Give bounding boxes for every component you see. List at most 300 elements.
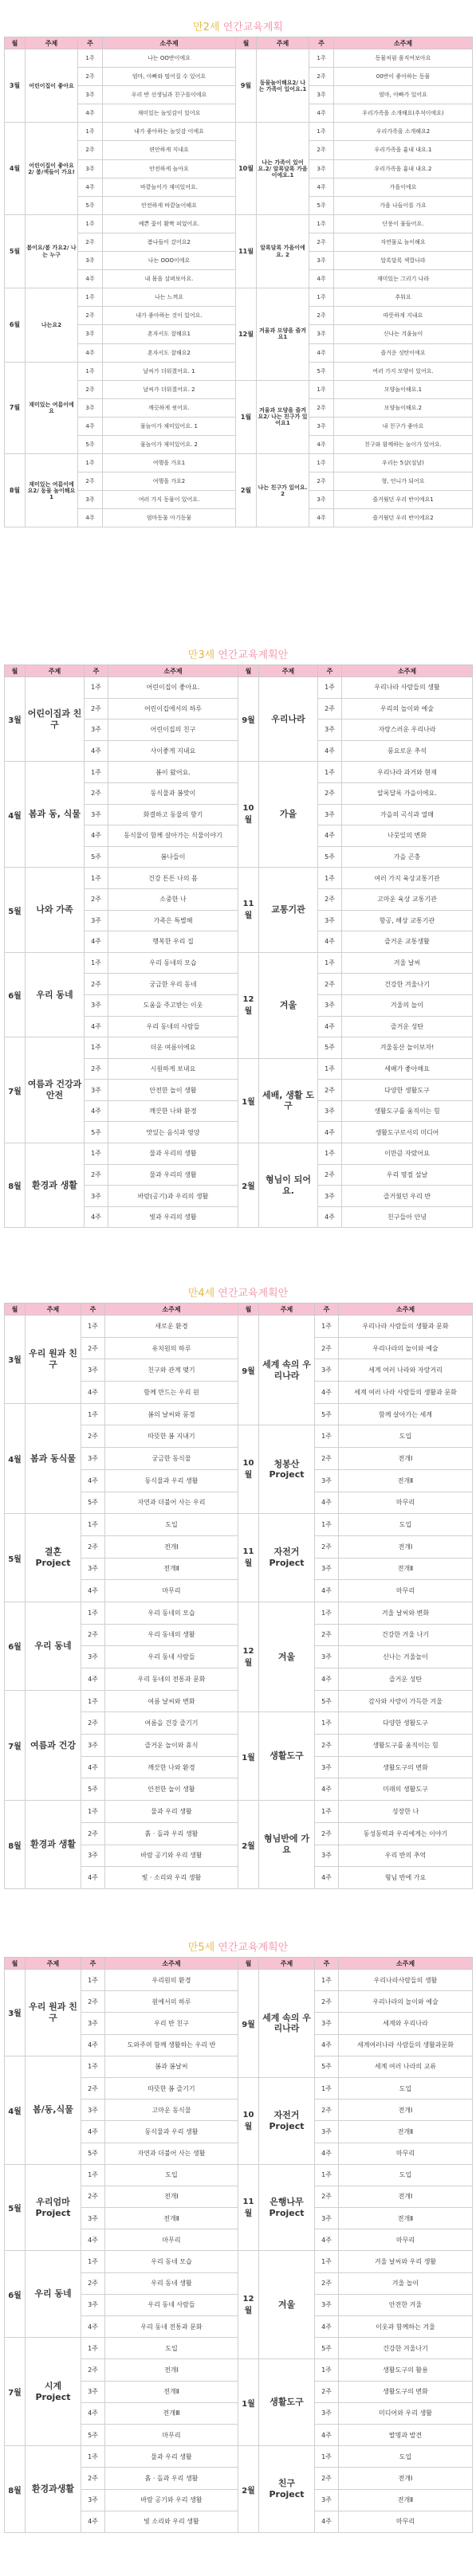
week-cell: 3주 [81,1845,105,1867]
subtheme-cell: 우리 명절 설날 [342,1164,473,1186]
week-cell: 2주 [81,1991,105,2013]
week-cell: 4주 [309,178,334,196]
subtheme-cell: 내 친구가 좋아요 [334,417,473,435]
month-cell: 6월 [5,1602,26,1690]
theme-cell: 봄/동,식물 [26,2056,81,2164]
week-cell: 2주 [81,2359,105,2381]
subtheme-cell: 항공, 해상 교통기관 [342,910,473,931]
week-cell: 4주 [318,1016,342,1037]
subtheme-cell: 즐거운 성탄이에요 [334,343,473,362]
theme-cell: 자전거 Project [259,1514,315,1602]
week-cell: 1주 [309,214,334,233]
subtheme-cell: 친구와 함께하는 놀이가 있어요. [334,435,473,453]
week-cell: 4주 [85,1206,108,1228]
column-header-week: 주 [85,665,108,677]
week-cell: 2주 [78,68,103,86]
subtheme-cell: 생활도구로서의 미디어 [342,1122,473,1143]
annual-plan-table [4,37,473,527]
week-cell: 3주 [318,719,342,741]
subtheme-cell: 바람 공기와 우리 생활 [105,1845,238,1867]
column-header-month: 월 [5,1304,26,1315]
month-cell: 9월 [238,1315,259,1425]
column-header-month: 월 [5,665,26,677]
week-cell: 2주 [309,233,334,251]
annual-plan-table [4,1303,473,1889]
week-cell: 5주 [315,2056,339,2077]
week-cell: 1주 [78,214,103,233]
subtheme-cell: 우리 동네 생활 [105,2272,238,2294]
column-header-week: 주 [315,1958,339,1970]
column-header-subtheme: 소주제 [105,1304,238,1315]
theme-cell: 어린이집이 좋아요 [26,49,78,123]
subtheme-cell: 안전한 놀이 생활 [108,1080,238,1101]
table-row [5,49,473,68]
week-cell: 3주 [318,994,342,1016]
week-cell: 4주 [309,270,334,288]
subtheme-cell: 자연물로 놀이해요 [334,233,473,251]
week-cell: 2주 [81,1712,105,1735]
week-cell: 4주 [318,740,342,762]
theme-cell: 우리 원과 친구 [26,1970,81,2056]
column-header-week: 주 [81,1304,105,1315]
week-cell: 5주 [81,1778,105,1801]
section-title: 만3세 연간교육계획안 [187,649,289,661]
subtheme-cell: 따뜻한 봄 지내기 [105,1425,238,1448]
subtheme-cell: 우리가족을 소개해요2 [334,123,473,141]
subtheme-cell: 가을의 곡식과 열매 [342,804,473,825]
week-cell: 1주 [81,2164,105,2186]
week-cell: 3주 [309,325,334,343]
week-cell: 3주 [318,804,342,825]
week-cell: 4주 [78,509,103,527]
column-header-theme: 주제 [26,37,78,49]
week-cell: 5주 [318,846,342,868]
subtheme-cell: 건강한 겨울나기 [339,2338,473,2359]
week-cell: 5주 [81,1492,105,1514]
theme-cell: 형님이 되어요. [259,1143,318,1228]
week-cell: 1주 [315,1970,339,1991]
header-row [5,665,473,677]
subtheme-cell: 다양한 생활도구 [339,1712,473,1735]
week-cell: 1주 [309,380,334,398]
subtheme-cell: 겨울 날씨와 변화 [339,1602,473,1624]
month-cell: 9월 [238,677,259,762]
subtheme-cell: 도입 [339,1514,473,1536]
subtheme-cell: 안전한 놀이 생활 [105,1778,238,1801]
week-cell: 2주 [315,1822,339,1845]
week-cell: 1주 [81,1602,105,1624]
subtheme-cell: 우리의 놀이와 예술 [342,698,473,719]
month-cell: 7월 [5,1690,26,1800]
week-cell: 1주 [81,1403,105,1425]
column-header-subtheme: 소주제 [339,1304,473,1315]
week-cell: 1주 [85,1037,108,1059]
subtheme-cell: 우리가족을 흉내 내요.2 [334,159,473,178]
subtheme-cell: 미디어와 우리 생활 [339,2402,473,2424]
week-cell: 4주 [78,104,103,123]
column-header-subtheme: 소주제 [108,665,238,677]
month-cell: 1월 [236,380,257,453]
subtheme-cell: 전개Ⅰ [339,1535,473,1558]
week-cell: 4주 [81,1867,105,1889]
month-cell: 4월 [5,123,26,214]
subtheme-cell: 우리 동네의 사람들 [108,1016,238,1037]
week-cell: 2주 [315,1991,339,2013]
week-cell: 2주 [78,380,103,398]
subtheme-cell: 물과 우리 생활 [105,2446,238,2468]
week-cell: 2주 [81,1822,105,1845]
subtheme-cell: 엄마, 아빠가 있어요 [334,86,473,104]
subtheme-cell: 도입 [105,2338,238,2359]
week-cell: 3주 [81,1558,105,1580]
week-cell: 3주 [78,325,103,343]
subtheme-cell: 전개Ⅱ [339,1469,473,1492]
week-cell: 3주 [78,398,103,417]
week-cell: 4주 [78,417,103,435]
column-header-week: 주 [318,665,342,677]
subtheme-cell: 동식물과 우리 생활 [105,2121,238,2143]
week-cell: 1주 [85,677,108,699]
theme-cell: 우리 원과 친구 [26,1315,81,1404]
subtheme-cell: 가족은 특별해 [108,910,238,931]
theme-cell: 시계 Project [26,2338,81,2446]
week-cell: 2주 [81,2468,105,2489]
week-cell: 2주 [78,307,103,325]
subtheme-cell: 사이좋게 지내요 [108,740,238,762]
week-cell: 1주 [85,1143,108,1165]
week-cell: 4주 [315,1580,339,1602]
subtheme-cell: 고마운 동식물 [105,2100,238,2121]
week-cell: 1주 [309,123,334,141]
month-cell: 3월 [5,1315,26,1404]
table-row [5,1143,473,1165]
subtheme-cell: 마무리 [339,1580,473,1602]
subtheme-cell: 전개Ⅰ [339,2468,473,2489]
week-cell: 1주 [315,1514,339,1536]
week-cell: 3주 [315,1646,339,1668]
column-header-theme: 주제 [259,1304,315,1315]
subtheme-cell: 전개Ⅰ [339,2186,473,2207]
subtheme-cell: 미래의 생활도구 [339,1778,473,1801]
table-row [5,1801,473,1823]
theme-cell: 어린이집이 좋아요2/ 봄/색들이 가요! [26,123,78,214]
month-cell: 11월 [238,868,259,952]
subtheme-cell: 어린이집에서의 하루 [108,698,238,719]
week-cell: 4주 [85,740,108,762]
week-cell: 2주 [81,2272,105,2294]
subtheme-cell: 생활도구의 변화 [339,1756,473,1778]
theme-cell: 재미있는 여름이에요2/ 동물 놀이해요1 [26,454,78,527]
week-cell: 3주 [315,2294,339,2315]
week-cell: 3주 [85,994,108,1016]
subtheme-cell: 우리 동네의 모습 [108,952,238,974]
column-header-month: 월 [5,37,26,49]
week-cell: 4주 [315,1492,339,1514]
week-cell: 2주 [85,782,108,804]
subtheme-cell: 모양놀이해요.2 [334,398,473,417]
subtheme-cell: 전개Ⅰ [339,2100,473,2121]
month-cell: 3월 [5,677,26,762]
subtheme-cell: 원에서의 하루 [105,1991,238,2013]
subtheme-cell: 마무리 [339,2511,473,2532]
subtheme-cell: 우리는 5살(설날) [334,454,473,472]
subtheme-cell: 혼자서도 잘해요2 [103,343,236,362]
week-cell: 4주 [315,2229,339,2251]
month-cell: 5월 [5,2164,26,2251]
subtheme-cell: 즐거운 성탄 [342,1016,473,1037]
month-cell: 4월 [5,762,26,868]
theme-cell: 겨울 [259,2251,315,2359]
week-cell: 4주 [78,178,103,196]
column-header-theme: 주제 [26,1958,81,1970]
week-cell: 3주 [85,804,108,825]
week-cell: 3주 [309,159,334,178]
subtheme-cell: 즐거웠던 우리 반이에요1 [334,491,473,509]
subtheme-cell: 맛있는 음식과 영양 [108,1122,238,1143]
week-cell: 2주 [315,1624,339,1646]
subtheme-cell: 감사와 사랑이 가득한 겨울 [339,1690,473,1712]
week-cell: 3주 [309,417,334,435]
subtheme-cell: 이웃과 함께하는 겨울 [339,2316,473,2338]
subtheme-cell: 이만큼 자랐어요 [342,1143,473,1165]
week-cell: 3주 [81,2381,105,2402]
subtheme-cell: 봄이 왔어요. [108,762,238,783]
week-cell: 2주 [318,1164,342,1186]
subtheme-cell: 엄마동물 아기동물 [103,509,236,527]
month-cell: 10월 [238,2077,259,2164]
theme-cell: 우리나라 [259,677,318,762]
week-cell: 2주 [309,398,334,417]
subtheme-cell: 여름을 건강 즐기기 [105,1712,238,1735]
week-cell: 1주 [81,2251,105,2272]
subtheme-cell: 전개Ⅰ [105,1535,238,1558]
subtheme-cell: 깨끗한 나와 환경 [105,1756,238,1778]
week-cell: 1주 [78,123,103,141]
subtheme-cell: 새로운 환경 [105,1315,238,1338]
subtheme-cell: 친구들아 안녕 [342,1206,473,1228]
subtheme-cell: 도입 [339,2164,473,2186]
week-cell: 1주 [315,1801,339,1823]
subtheme-cell: 형, 언니가 되어요 [334,472,473,491]
week-cell: 3주 [309,491,334,509]
week-cell: 2주 [309,141,334,159]
subtheme-cell: 세계 여러 나라의 교류 [339,2056,473,2077]
subtheme-cell: 동물처럼 움직여보아요 [334,49,473,68]
week-cell: 3주 [315,2013,339,2034]
subtheme-cell: 우리 동네 사람들 [105,1646,238,1668]
table-row [5,1315,473,1338]
week-cell: 1주 [318,677,342,699]
subtheme-cell: 화결하고 동물의 향기 [108,804,238,825]
week-cell: 2주 [315,1448,339,1470]
theme-cell: 나는 친구가 있어요. 2 [257,454,309,527]
week-cell: 4주 [315,1867,339,1889]
theme-cell: 환경과 생활 [26,1143,85,1228]
week-cell: 4주 [85,1100,108,1122]
week-cell: 2주 [81,1337,105,1359]
week-cell: 3주 [315,1756,339,1778]
week-cell: 2주 [318,888,342,910]
subtheme-cell: 물과 우리의 생활 [108,1164,238,1186]
week-cell: 4주 [318,1122,342,1143]
table-row [5,2446,473,2468]
week-cell: 5주 [85,846,108,868]
column-header-subtheme: 소주제 [339,1958,473,1970]
theme-cell: 겨울 [259,952,318,1058]
subtheme-cell: 흙 · 돌과 우리 생활 [105,1822,238,1845]
subtheme-cell: 물과 우리의 생활 [108,1143,238,1165]
table-row [5,762,473,783]
subtheme-cell: 우리 반 선생님과 친구를이에요 [103,86,236,104]
plan-section-age5 [4,1939,472,2533]
week-cell: 4주 [315,2143,339,2164]
subtheme-cell: 내가 좋아하는 놀잇감 이에요 [103,123,236,141]
month-cell: 6월 [5,288,26,362]
subtheme-cell: 알록달록 색깔나라 [334,252,473,270]
subtheme-cell: 우리나라 사람들의 생활 [342,677,473,699]
column-header-theme: 주제 [259,1958,315,1970]
subtheme-cell: 나는 OOO이에요 [103,252,236,270]
subtheme-cell: 함께 만드는 우리 원 [105,1382,238,1404]
subtheme-cell: 예쁜 꽃이 활짝 피었어요. [103,214,236,233]
week-cell: 5주 [78,435,103,453]
week-cell: 1주 [318,952,342,974]
subtheme-cell: 단풍이 물들어요. [334,214,473,233]
subtheme-cell: 어린이집이 좋아요. [108,677,238,699]
week-cell: 2주 [85,888,108,910]
month-cell: 8월 [5,1143,26,1228]
week-cell: 3주 [315,2208,339,2229]
subtheme-cell: 엄마, 아빠와 떨어질 수 있어요 [103,68,236,86]
week-cell: 5주 [85,1122,108,1143]
week-cell: 4주 [81,1469,105,1492]
subtheme-cell: 날씨가 더워졌어요. 2 [103,380,236,398]
week-cell: 4주 [315,2511,339,2532]
subtheme-cell: 동식물과 봄맞이 [108,782,238,804]
week-cell: 3주 [81,1646,105,1668]
week-cell: 1주 [81,1970,105,1991]
week-cell: 1주 [315,2164,339,2186]
week-cell: 2주 [315,2468,339,2489]
week-cell: 2주 [85,698,108,719]
subtheme-cell: 도움을 주고받는 이웃 [108,994,238,1016]
week-cell: 2주 [78,141,103,159]
week-cell: 4주 [81,2511,105,2532]
month-cell: 2월 [238,1143,259,1228]
week-cell: 4주 [81,1756,105,1778]
week-cell: 1주 [85,762,108,783]
table-row [5,677,473,699]
week-cell: 3주 [78,86,103,104]
subtheme-cell: 편안하게 지내요 [103,141,236,159]
theme-cell: 세배, 생활 도구 [259,1058,318,1143]
column-header-month: 월 [238,1958,259,1970]
column-header-subtheme: 소주제 [334,37,473,49]
subtheme-cell: 봄나들이 [108,846,238,868]
month-cell: 7월 [5,2338,26,2446]
week-cell: 3주 [318,1186,342,1207]
theme-cell: 나는 가족이 있어요.2/ 알록달록 가을이에요.1 [257,123,309,214]
week-cell: 2주 [318,698,342,719]
subtheme-cell: 마무리 [105,2424,238,2445]
week-cell: 3주 [315,1469,339,1492]
month-cell: 9월 [238,1970,259,2078]
week-cell: 4주 [85,825,108,847]
subtheme-cell: 가을 곤충 [342,846,473,868]
week-cell: 1주 [315,1425,339,1448]
week-cell: 1주 [315,2251,339,2272]
month-cell: 12월 [238,952,259,1058]
subtheme-cell: 우리 동네 전통과 문화 [105,2316,238,2338]
week-cell: 2주 [315,1735,339,1757]
theme-cell: 봄과 동식물 [26,1403,81,1513]
subtheme-cell: 모양놀이해요.1 [334,380,473,398]
theme-cell: 우리엄마 Project [26,2164,81,2251]
week-cell: 5주 [81,2143,105,2164]
week-cell: 5주 [78,196,103,214]
month-cell: 2월 [238,1801,259,1889]
subtheme-cell: 도입 [339,2446,473,2468]
month-cell: 11월 [238,1514,259,1602]
theme-cell: 환경과생활 [26,2446,81,2533]
week-cell: 4주 [315,1382,339,1404]
week-cell: 4주 [315,1668,339,1691]
week-cell: 2주 [78,472,103,491]
subtheme-cell: 전개Ⅰ [105,2359,238,2381]
week-cell: 4주 [315,2316,339,2338]
week-cell: 3주 [81,2013,105,2034]
week-cell: 2주 [309,307,334,325]
subtheme-cell: 자연과 더불어 사는 우리 [105,1492,238,1514]
week-cell: 4주 [309,435,334,453]
table-row [5,454,473,472]
subtheme-cell: 재미있는 놀잇감이 있어요 [103,104,236,123]
column-header-month: 월 [238,665,259,677]
week-cell: 3주 [318,1100,342,1122]
week-cell: 3주 [81,2489,105,2511]
annual-plan-table [4,1957,473,2533]
week-cell: 2주 [85,1164,108,1186]
subtheme-cell: 봄과 봄날씨 [105,2056,238,2077]
subtheme-cell: 내 몸을 살펴보아요. [103,270,236,288]
subtheme-cell: 가을이에요 [334,178,473,196]
theme-cell: 형님반에 가요 [259,1801,315,1889]
subtheme-cell: 전개Ⅱ [339,2489,473,2511]
week-cell: 1주 [78,49,103,68]
table-row [5,123,473,141]
week-cell: 1주 [315,2446,339,2468]
month-cell: 5월 [5,1514,26,1602]
month-cell: 2월 [238,2446,259,2533]
week-cell: 3주 [315,1558,339,1580]
subtheme-cell: 우리 동네의 생활 [105,1624,238,1646]
subtheme-cell: 우리나라 과거와 현재 [342,762,473,783]
subtheme-cell: 도입 [105,2164,238,2186]
week-cell: 4주 [309,509,334,527]
subtheme-cell: 마무리 [339,1492,473,1514]
week-cell: 3주 [315,2489,339,2511]
subtheme-cell: 혼자서도 잘해요1 [103,325,236,343]
week-cell: 3주 [81,2100,105,2121]
week-cell: 3주 [85,719,108,741]
theme-cell: 친구 Project [259,2446,315,2533]
month-cell: 2월 [236,454,257,527]
subtheme-cell: 물과 우리 생활 [105,1801,238,1823]
week-cell: 1주 [85,868,108,889]
week-cell: 4주 [309,343,334,362]
theme-cell: 가을 [259,762,318,868]
month-cell: 12월 [238,1602,259,1711]
